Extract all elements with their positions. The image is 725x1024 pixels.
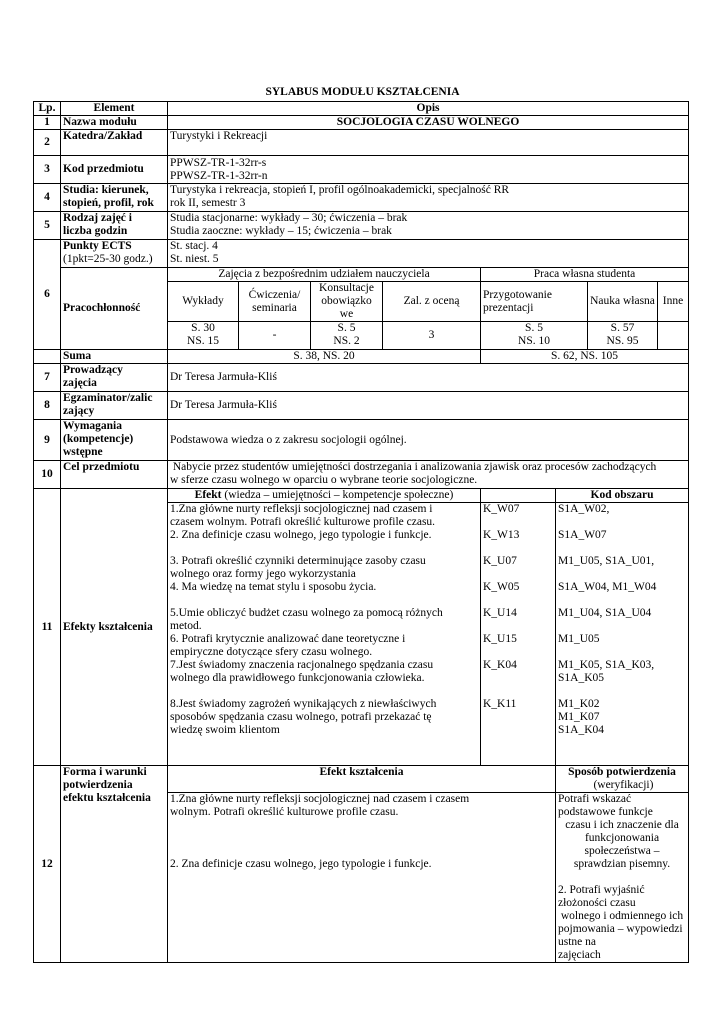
effect-3-l2: wolnego oraz formy jego wykorzystania bbox=[170, 568, 356, 580]
row-2-label: Katedra/Zakład bbox=[61, 130, 168, 156]
verification-way-1-l4: sprawdzian pisemny. bbox=[573, 858, 671, 870]
row-9-label bbox=[61, 420, 168, 461]
verification-way-header-rest: (weryfikacji) bbox=[590, 779, 654, 791]
row-1-lp: 1 bbox=[34, 116, 61, 130]
area-code-8c: S1A_K04 bbox=[558, 724, 605, 736]
area-code-3: M1_U05, S1A_U01, bbox=[558, 555, 655, 567]
col-konsultacje bbox=[311, 282, 383, 322]
row-6-lp: 6 bbox=[34, 240, 61, 350]
row-7-label bbox=[61, 364, 168, 392]
effect-6-l1: 6. Potrafi krytycznie analizować dane teoretyczne i bbox=[170, 633, 406, 645]
document-title: SYLABUS MODUŁU KSZTAŁCENIA bbox=[265, 86, 460, 98]
verification-effect-1-l2: wolnym. Potrafi określić kulturowe profile czasu. bbox=[170, 806, 399, 818]
k-code-1: K_W07 bbox=[483, 503, 520, 515]
course-code-n: PPWSZ-TR-1-32rr-n bbox=[170, 169, 268, 182]
effect-8-l3: wiedzę swoim klientom bbox=[170, 724, 280, 736]
row-11-lp: 11 bbox=[34, 489, 61, 766]
area-code-8a: M1_K02 bbox=[558, 698, 600, 710]
course-code bbox=[168, 156, 689, 184]
row-4-label bbox=[61, 184, 168, 212]
verification-way-2-l2: wolnego i odmiennego ich bbox=[560, 910, 684, 922]
verification-way-1-l2: czasu i ich znaczenie dla bbox=[565, 819, 679, 831]
effects-area-codes bbox=[556, 503, 689, 766]
row-5-label-l2: liczba godzin bbox=[63, 225, 128, 237]
col-konsultacje-l1: Konsultacje bbox=[319, 282, 374, 294]
col-cwiczenia-l2: seminaria bbox=[252, 301, 297, 314]
k-code-8: K_K11 bbox=[483, 698, 517, 710]
hours-info-l1: Studia stacjonarne: wykłady – 30; ćwiczenia – brak bbox=[170, 212, 408, 224]
val-inne bbox=[658, 322, 689, 350]
col-konsultacje-l3: we bbox=[339, 308, 354, 320]
val-konsultacje-s: S. 5 bbox=[337, 322, 356, 334]
verification-way-2-l3: pojmowania – wypowiedzi ustne na bbox=[558, 923, 683, 948]
effect-2: 2. Zna definicje czasu wolnego, jego typologie i funkcje. bbox=[170, 529, 432, 541]
course-goal bbox=[168, 461, 689, 489]
effect-5-l1: 5.Umie obliczyć budżet czasu wolnego za pomocą różnych bbox=[170, 607, 443, 619]
verification-way-1-l3: funkcjonowania społeczeństwa – bbox=[584, 832, 660, 857]
row-4-lp: 4 bbox=[34, 184, 61, 212]
val-nauka bbox=[588, 322, 658, 350]
effects-header bbox=[168, 489, 481, 503]
row-8-label-l1: Egzaminator/zalic bbox=[63, 392, 153, 404]
effect-1-l2: czasem wolnym. Potrafi określić kulturowe profile czasu. bbox=[170, 516, 436, 528]
row-5-label-l1: Rodzaj zajęć i bbox=[63, 212, 132, 224]
row-7-label-l2: zajęcia bbox=[63, 377, 97, 389]
val-wyklady bbox=[168, 322, 239, 350]
area-code-7a: M1_K05, S1A_K03, bbox=[558, 659, 655, 671]
k-code-3: K_U07 bbox=[483, 555, 517, 567]
hours-info bbox=[168, 212, 689, 240]
row-8-lp: 8 bbox=[34, 392, 61, 420]
ects-label-l1: Punkty ECTS bbox=[63, 240, 132, 252]
row-9-label-l2: (kompetencje) bbox=[63, 433, 134, 445]
effect-7-l1: 7.Jest świadomy znaczenia racjonalnego spędzania czasu bbox=[170, 659, 434, 671]
k-code-2: K_W13 bbox=[483, 529, 520, 541]
verification-effects bbox=[168, 793, 556, 963]
val-wyklady-ns: NS. 15 bbox=[187, 335, 219, 347]
examiner: Dr Teresa Jarmuła-Kliś bbox=[168, 392, 689, 420]
verification-way-header bbox=[556, 766, 689, 793]
row-9-label-l1: Wymagania bbox=[63, 420, 122, 432]
k-code-6: K_U15 bbox=[483, 633, 517, 645]
row-12-lp: 12 bbox=[34, 766, 61, 963]
effect-8-l2: sposobów spędzania czasu wolnego, potrafi przekazać tę bbox=[170, 711, 432, 723]
val-nauka-s: S. 57 bbox=[610, 322, 635, 334]
col-przygotowanie bbox=[481, 282, 588, 322]
row-12-label-l1: Forma i warunki bbox=[63, 766, 147, 778]
effect-7-l2: wolnego dla prawidłowego funkcjonowania człowieka. bbox=[170, 672, 425, 684]
ects-value-l1: St. stacj. 4 bbox=[170, 240, 218, 252]
effects-header-rest: (wiedza – umiejętności – kompetencje społeczne) bbox=[221, 489, 454, 501]
col-nauka: Nauka własna bbox=[588, 282, 658, 322]
val-przygotowanie bbox=[481, 322, 588, 350]
verification-ways bbox=[556, 793, 689, 963]
val-przygotowanie-ns: NS. 10 bbox=[518, 335, 550, 347]
study-info-l2: rok II, semestr 3 bbox=[170, 197, 246, 209]
effect-4: 4. Ma wiedzę na temat stylu i sposobu życia. bbox=[170, 581, 377, 593]
syllabus-table bbox=[33, 101, 689, 963]
contact-hours-header: Zajęcia z bezpośrednim udziałem nauczyciela bbox=[168, 268, 481, 282]
row-3-label: Kod przedmiotu bbox=[61, 156, 168, 184]
header-lp: Lp. bbox=[34, 102, 61, 116]
row-3-lp: 3 bbox=[34, 156, 61, 184]
val-cwiczenia: - bbox=[239, 322, 311, 350]
val-wyklady-s: S. 30 bbox=[191, 322, 215, 334]
row-5-lp: 5 bbox=[34, 212, 61, 240]
course-goal-l2: w sferze czasu wolnego w oparciu o wybrane teorie socjologiczne. bbox=[170, 474, 478, 486]
row-4-label-l1: Studia: kierunek, bbox=[63, 184, 149, 196]
row-1-label: Nazwa modułu bbox=[61, 116, 168, 130]
col-przygotowanie-l1: Przygotowanie bbox=[483, 288, 552, 301]
area-code-6: M1_U05 bbox=[558, 633, 600, 645]
col-inne: Inne bbox=[658, 282, 689, 322]
header-element: Element bbox=[61, 102, 168, 116]
col-wyklady: Wykłady bbox=[168, 282, 239, 322]
col-konsultacje-l2: obowiązko bbox=[321, 295, 372, 307]
area-code-4: S1A_W04, M1_W04 bbox=[558, 581, 657, 593]
module-name: SOCJOLOGIA CZASU WOLNEGO bbox=[168, 116, 689, 130]
col-cwiczenia bbox=[239, 282, 311, 322]
area-code-8b: M1_K07 bbox=[558, 711, 600, 723]
effects-list bbox=[168, 503, 481, 766]
val-zal: 3 bbox=[383, 322, 481, 350]
ects-label bbox=[61, 240, 168, 268]
effects-header-bold: Efekt bbox=[194, 489, 222, 501]
area-code-1: S1A_W02, bbox=[558, 503, 610, 515]
col-zal: Zal. z oceną bbox=[383, 282, 481, 322]
row-9-label-l3: wstępne bbox=[63, 446, 103, 458]
ects-value bbox=[168, 240, 689, 268]
effects-code-header: Kod obszaru bbox=[556, 489, 689, 503]
val-nauka-ns: NS. 95 bbox=[606, 335, 639, 347]
verification-way-header-bold: Sposób potwierdzenia bbox=[568, 766, 676, 778]
row-8-label-l2: zający bbox=[63, 405, 95, 417]
val-konsultacje-ns: NS. 2 bbox=[333, 335, 360, 347]
effect-5-l2: metod. bbox=[170, 620, 202, 632]
effects-k-header bbox=[481, 489, 556, 503]
effect-3-l1: 3. Potrafi określić czynniki determinujące zasoby czasu bbox=[170, 555, 426, 567]
row-12-label-l2: potwierdzenia bbox=[63, 779, 133, 791]
suma-contact: S. 38, NS. 20 bbox=[168, 350, 481, 364]
area-code-2: S1A_W07 bbox=[558, 529, 607, 541]
ects-label-l2: (1pkt=25-30 godz.) bbox=[63, 253, 153, 265]
k-code-4: K_W05 bbox=[483, 581, 520, 593]
verification-way-2-l1: 2. Potrafi wyjaśnić złożoności czasu bbox=[558, 884, 645, 909]
suma-label: Suma bbox=[61, 350, 168, 364]
row-12-label bbox=[61, 766, 168, 963]
verification-way-2-l4: zajęciach bbox=[558, 949, 601, 961]
department: Turystyki i Rekreacji bbox=[168, 130, 689, 156]
k-code-7: K_K04 bbox=[483, 659, 517, 671]
header-opis: Opis bbox=[168, 102, 689, 116]
area-code-7b: S1A_K05 bbox=[558, 672, 605, 684]
course-code-s: PPWSZ-TR-1-32rr-s bbox=[170, 156, 267, 169]
verification-effect-header: Efekt kształcenia bbox=[168, 766, 556, 793]
lecturer: Dr Teresa Jarmuła-Kliś bbox=[168, 364, 689, 392]
verification-effect-1-l1: 1.Zna główne nurty refleksji socjologicznej nad czasem i czasem bbox=[170, 793, 470, 805]
workload-label: Pracochłonność bbox=[61, 268, 168, 350]
row-5-label bbox=[61, 212, 168, 240]
suma-self: S. 62, NS. 105 bbox=[481, 350, 689, 364]
row-10-lp: 10 bbox=[34, 461, 61, 489]
row-12-label-l3: efektu kształcenia bbox=[63, 792, 151, 804]
k-code-5: K_U14 bbox=[483, 607, 517, 619]
verification-way-1-l1: Potrafi wskazać podstawowe funkcje bbox=[558, 793, 653, 818]
col-przygotowanie-l2: prezentacji bbox=[483, 301, 534, 314]
val-konsultacje bbox=[311, 322, 383, 350]
row-7-label-l1: Prowadzący bbox=[63, 364, 123, 376]
effect-6-l2: empiryczne dotyczące sfery czasu wolnego. bbox=[170, 646, 373, 658]
self-work-header: Praca własna studenta bbox=[481, 268, 689, 282]
row-11-label: Efekty kształcenia bbox=[61, 489, 168, 766]
suma-lp bbox=[34, 350, 61, 364]
row-9-lp: 9 bbox=[34, 420, 61, 461]
area-code-5: M1_U04, S1A_U04 bbox=[558, 607, 652, 619]
effects-k-codes bbox=[481, 503, 556, 766]
row-7-lp: 7 bbox=[34, 364, 61, 392]
effect-1-l1: 1.Zna główne nurty refleksji socjologicznej nad czasem i bbox=[170, 503, 433, 515]
row-8-label bbox=[61, 392, 168, 420]
val-przygotowanie-s: S. 5 bbox=[525, 322, 543, 334]
row-4-label-l2: stopień, profil, rok bbox=[63, 197, 154, 209]
study-info-l1: Turystyka i rekreacja, stopień I, profil ogólnoakademicki, specjalność RR bbox=[170, 184, 510, 196]
row-10-label: Cel przedmiotu bbox=[61, 461, 168, 489]
prerequisites: Podstawowa wiedza o z zakresu socjologii ogólnej. bbox=[168, 420, 689, 461]
row-2-lp: 2 bbox=[34, 130, 61, 156]
effect-8-l1: 8.Jest świadomy zagrożeń wynikających z niewłaściwych bbox=[170, 698, 437, 710]
course-goal-l1: Nabycie przez studentów umiejętności dostrzegania i analizowania zjawisk oraz procesów zachodzących bbox=[170, 461, 657, 473]
col-cwiczenia-l1: Ćwiczenia/ bbox=[248, 288, 301, 301]
hours-info-l2: Studia zaoczne: wykłady – 15; ćwiczenia – brak bbox=[170, 225, 392, 237]
study-info bbox=[168, 184, 689, 212]
ects-value-l2: St. niest. 5 bbox=[170, 253, 219, 265]
verification-effect-2: 2. Zna definicje czasu wolnego, jego typologie i funkcje. bbox=[170, 858, 432, 870]
